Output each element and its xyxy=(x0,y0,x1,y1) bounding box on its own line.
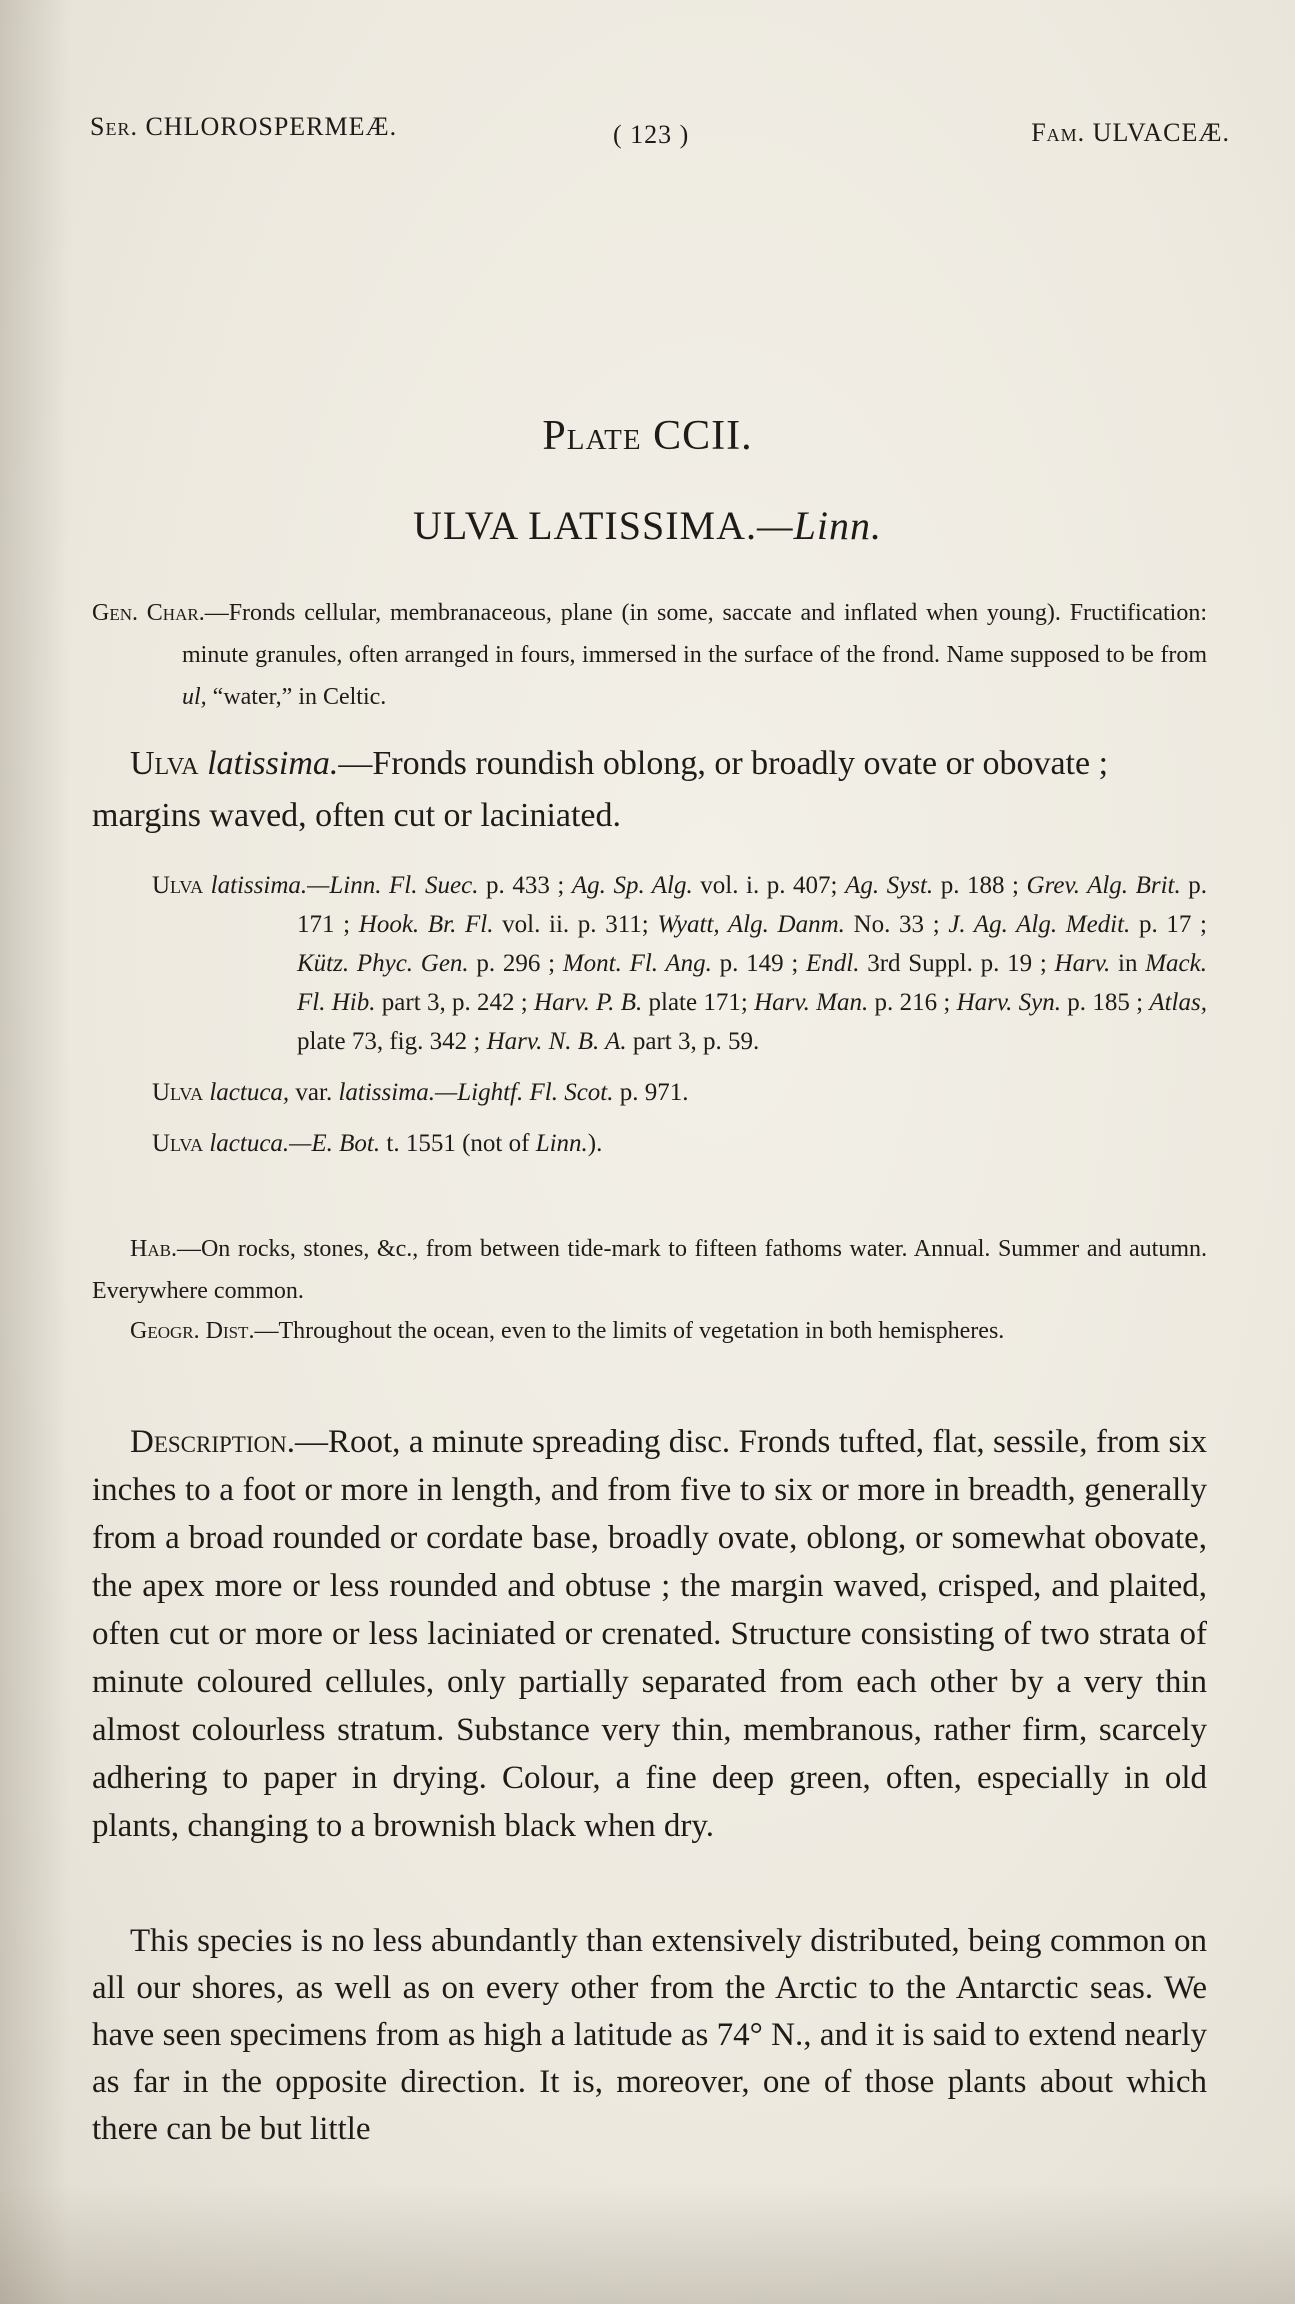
habitat xyxy=(92,1228,1207,1312)
generic-character xyxy=(92,592,1207,718)
synonym-entry: Ulva lactuca.—E. Bot. t. 1551 (not of Linn.). xyxy=(152,1130,603,1157)
geogr-text: —Throughout the ocean, even to the limits of vegetation in both hemispheres. xyxy=(254,1318,1005,1344)
hab-label: Hab. xyxy=(130,1236,177,1262)
synonymy xyxy=(152,866,1207,1163)
description-label: Description. xyxy=(130,1424,295,1460)
diagnosis-text: —Fronds roundish oblong, or broadly ovate or obovate ; margins waved, often cut or laciniated. xyxy=(92,745,1109,834)
gen-char-tail: “water,” in Celtic. xyxy=(206,684,387,710)
gen-char-label: Gen. Char. xyxy=(92,600,205,626)
geographic-distribution xyxy=(92,1310,1207,1352)
page-shadow-left xyxy=(0,0,70,2304)
species-diagnosis xyxy=(92,738,1207,842)
synonym-entry: Ulva latissima.—Linn. Fl. Suec. p. 433 ; Ag. Sp. Alg. vol. i. p. 407; Ag. Syst. p. 188 ; Grev. Alg. Brit. p. 171 ; Hook. Br. Fl. vol. ii. p. 311; Wyatt, Alg. Danm. No. 33 ; J. Ag. Alg. Medit. p. 17 ; Kütz. Phyc. Gen. p. 296 ; Mont. Fl. Ang. p. 149 ; Endl. 3rd Suppl. p. 19 ; Harv. in Mack. Fl. Hib. part 3, p. 242 ; Harv. P. B. plate 171; Harv. Man. p. 216 ; Harv. Syn. p. 185 ; Atlas, plate 73, fig. 342 ; Harv. N. B. A. part 3, p. 59. xyxy=(152,872,1208,1055)
synonym-entry: Ulva lactuca, var. latissima.—Lightf. Fl. Scot. p. 971. xyxy=(152,1079,689,1106)
body-paragraph: This species is no less abundantly than extensively distributed, being common on all our shores, as well as on every other from the Arctic to the Antarctic seas. We have seen specimens from as high a latitude as 74° N., and it is said to extend nearly as far in the opposite direction. It is, moreover, one of those plants about which there can be but little xyxy=(92,1923,1207,2147)
header-series: Ser. CHLOROSPERMEÆ. xyxy=(90,112,398,141)
species-author: —Linn. xyxy=(757,503,882,548)
species-name: ULVA LATISSIMA. xyxy=(413,503,758,548)
species-title xyxy=(0,502,1295,549)
diagnosis-species: latissima. xyxy=(207,745,339,782)
description xyxy=(92,1418,1207,1850)
running-header xyxy=(90,112,1230,152)
gen-char-text: —Fronds cellular, membranaceous, plane (in some, saccate and inflated when young). Fructification: minute granules, often arranged in fours, immersed in the surface of the frond. Name supposed to be from xyxy=(182,600,1207,668)
diagnosis-genus: Ulva xyxy=(130,745,199,782)
description-text: —Root, a minute spreading disc. Fronds tufted, flat, sessile, from six inches to a foot or more in length, and from five to six or more in breadth, generally from a broad rounded or cordate base, broadly ovate, oblong, or somewhat obovate, the apex more or less rounded and obtuse ; the margin waved, crisped, and plaited, often cut or more or less laciniated or crenated. Structure consisting of two strata of minute coloured cellules, only partially separated from each other by a very thin almost colourless stratum. Substance very thin, membranous, rather firm, scarcely adhering to paper in drying. Colour, a fine deep green, often, especially in old plants, changing to a brownish black when dry. xyxy=(92,1424,1207,1844)
geogr-label: Geogr. Dist. xyxy=(130,1318,255,1344)
page-number: ( 123 ) xyxy=(613,120,690,149)
hab-text: —On rocks, stones, &c., from between tide-mark to fifteen fathoms water. Annual. Summer and autumn. Everywhere common. xyxy=(92,1236,1207,1304)
gen-char-ul: ul, xyxy=(182,684,207,710)
plate-title: Plate CCII. xyxy=(542,413,753,459)
page-shadow-bottom xyxy=(0,2184,1295,2304)
header-family: Fam. ULVACEÆ. xyxy=(1031,118,1230,147)
